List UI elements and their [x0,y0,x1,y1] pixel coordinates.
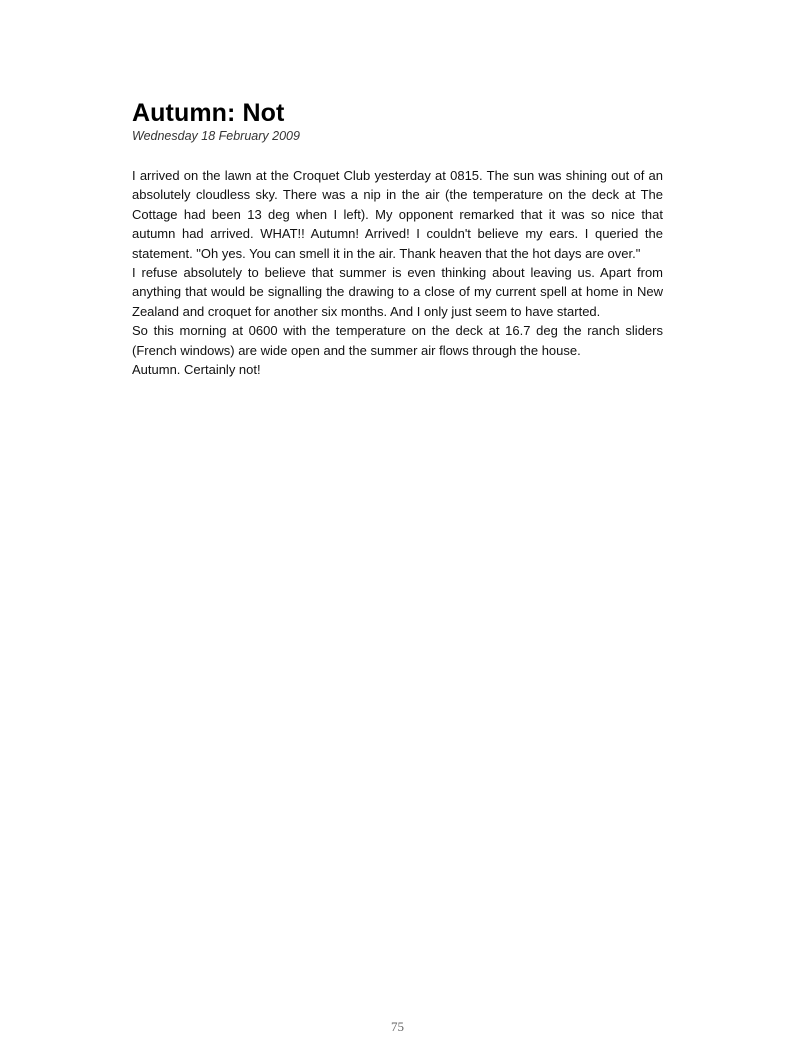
post-paragraph-1: I arrived on the lawn at the Croquet Club yesterday at 0815. The sun was shining out of an absolutely cloudless sky. There was a nip in the air (the temperature on the deck at The Cottage had been 13 deg when I left). My opponent remarked that it was so nice that autumn had arrived. WHAT!! Autumn! Arrived! I couldn't believe my ears. I queried the statement. "Oh yes. You can smell it in the air. Thank heaven that the hot days are over." [132,168,663,261]
post-body [132,166,663,379]
post-paragraph-4: Autumn. Certainly not! [132,362,261,378]
post-title: Autumn: Not [132,99,285,127]
post-paragraph-3: So this morning at 0600 with the temperature on the deck at 16.7 deg the ranch sliders (French windows) are wide open and the summer air flows through the house. [132,323,663,358]
blog-post [132,98,663,379]
post-date: Wednesday 18 February 2009 [132,129,300,143]
post-paragraph-2: I refuse absolutely to believe that summer is even thinking about leaving us. Apart from anything that would be signalling the drawing to a close of my current spell at home in New Zealand and croquet for another six months. And I only just seem to have started. [132,265,663,319]
page-number: 75 [391,1019,404,1034]
